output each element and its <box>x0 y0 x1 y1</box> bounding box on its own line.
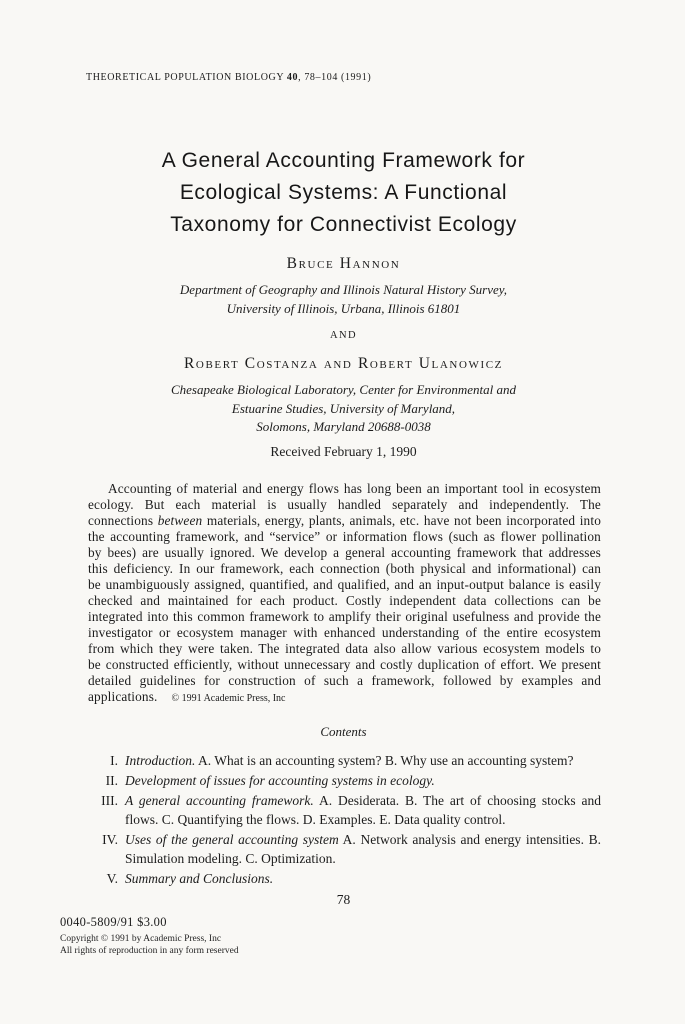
abstract-text-part2: materials, energy, plants, animals, etc. have not been incorporated into the accounting framework, and “service” or information flows (such as flower pollination by bees) are usually ignored. We develop a general accounting framework that addresses this deficiency. In our framework, each connection (both physical and informational) can be unambiguously assigned, quantified, and qualified, and an input-output balance is easily checked and maintained for each product. Costly independent data collections can be integrated into this common framework to amplify their original usefulness and provide the investigator or ecosystem manager with enhanced understanding of the entire ecosystem from which they were taken. The integrated data also allow various ecosystem models to be constructed efficiently, without unnecessary and costly duplication of effort. We present detailed guidelines for construction of such a framework, followed by examples and applications. <box>88 512 602 704</box>
affiliation-second <box>86 381 601 437</box>
affiliation-second-line-2: Estuarine Studies, University of Maryland, <box>231 400 456 416</box>
copyright-line-2: All rights of reproduction in any form reserved <box>60 946 239 956</box>
received-date: Received February 1, 1990 <box>270 443 417 459</box>
contents-item-1 <box>86 751 601 770</box>
contents-item-2 <box>86 771 601 790</box>
journal-header <box>86 72 601 83</box>
abstract-italic-word: between <box>157 512 203 528</box>
affiliation-first <box>86 281 601 318</box>
abstract-paragraph <box>88 481 601 707</box>
paper-title-line-3: Taxonomy for Connectivist Ecology <box>170 213 517 236</box>
contents-item-5-numeral: V. <box>106 870 118 886</box>
abstract-text-part1: Accounting of material and energy flows has long been an important tool in ecosystem ecology. But each material is usually handled separately and independently. The connections <box>88 480 601 528</box>
contents-item-4 <box>86 830 601 868</box>
journal-volume: 40 <box>286 72 299 83</box>
contents-item-5 <box>86 869 601 888</box>
contents-item-3 <box>86 791 601 829</box>
affiliation-second-line-3: Solomons, Maryland 20688-0038 <box>256 419 431 434</box>
contents-item-4-text: Uses of the general accounting system A. Network analysis and energy intensities. B. Simulation modeling. C. Optimization. <box>125 831 601 866</box>
contents-item-5-text: Summary and Conclusions. <box>125 870 274 886</box>
paper-title-line-2: Ecological Systems: A Functional <box>179 181 508 204</box>
contents-item-3-text: A general accounting framework. A. Desiderata. B. The art of choosing stocks and flows. C. Quantifying the flows. D. Examples. E. Data quality control. <box>125 792 601 827</box>
copyright-line-1: Copyright © 1991 by Academic Press, Inc <box>60 933 222 944</box>
contents-item-2-numeral: II. <box>105 772 118 788</box>
journal-name: THEORETICAL POPULATION BIOLOGY <box>86 72 284 83</box>
paper-title-line-1: A General Accounting Framework for <box>161 149 526 172</box>
contents-item-1-numeral: I. <box>110 752 118 768</box>
contents-item-2-text: Development of issues for accounting systems in ecology. <box>125 772 435 788</box>
author-first: Bruce Hannon <box>286 255 401 272</box>
authors-second: Robert Costanza and Robert Ulanowicz <box>183 355 504 372</box>
page-number: 78 <box>336 891 351 907</box>
affiliation-first-line-1: Department of Geography and Illinois Natural History Survey, <box>179 282 508 297</box>
affiliation-second-line-1: Chesapeake Biological Laboratory, Center for Environmental and <box>170 382 517 397</box>
author-separator: AND <box>330 330 357 341</box>
contents-list <box>86 751 601 888</box>
contents-item-4-numeral: IV. <box>102 831 118 847</box>
footer <box>60 914 601 958</box>
abstract-copyright-notice: © 1991 Academic Press, Inc <box>171 692 286 704</box>
contents-heading: Contents <box>320 723 367 739</box>
contents-item-1-text: Introduction. A. What is an accounting system? B. Why use an accounting system? <box>125 752 574 768</box>
journal-issue-info: , 78–104 (1991) <box>298 72 372 83</box>
contents-item-3-numeral: III. <box>101 792 118 808</box>
affiliation-first-line-2: University of Illinois, Urbana, Illinois 61801 <box>226 300 461 316</box>
issn-price: 0040-5809/91 $3.00 <box>60 914 167 929</box>
paper-title <box>86 145 601 241</box>
